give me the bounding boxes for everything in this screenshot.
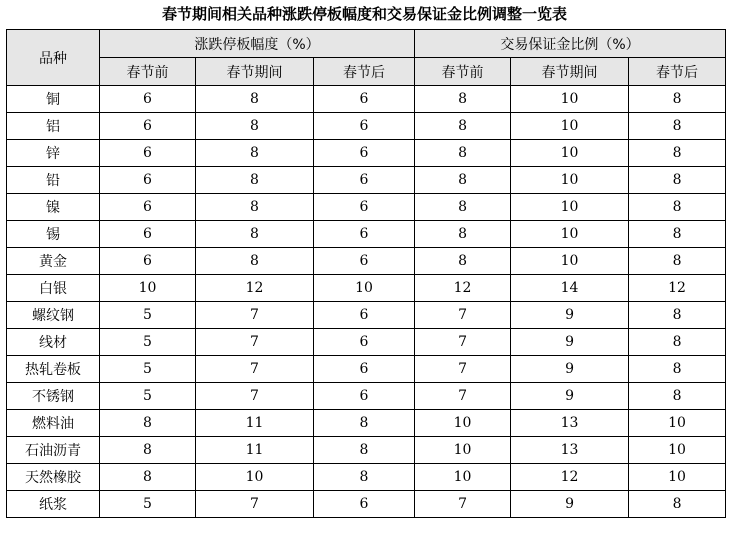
value-cell: 9 bbox=[511, 356, 629, 383]
table-row bbox=[7, 275, 726, 302]
value-cell: 8 bbox=[415, 86, 511, 113]
value-cell: 5 bbox=[100, 329, 196, 356]
value-cell: 9 bbox=[511, 329, 629, 356]
value-cell: 8 bbox=[629, 329, 726, 356]
value-cell: 7 bbox=[196, 329, 314, 356]
header-product: 品种 bbox=[7, 30, 100, 86]
product-name-cell: 燃料油 bbox=[7, 410, 100, 437]
value-cell: 8 bbox=[100, 437, 196, 464]
header-margin-ratio: 交易保证金比例（%） bbox=[415, 30, 726, 58]
table-row bbox=[7, 86, 726, 113]
table-row bbox=[7, 194, 726, 221]
value-cell: 6 bbox=[100, 248, 196, 275]
header-limit-range: 涨跌停板幅度（%） bbox=[100, 30, 415, 58]
value-cell: 7 bbox=[415, 491, 511, 518]
product-name-cell: 锌 bbox=[7, 140, 100, 167]
value-cell: 8 bbox=[629, 140, 726, 167]
value-cell: 11 bbox=[196, 437, 314, 464]
value-cell: 6 bbox=[314, 329, 415, 356]
table-row bbox=[7, 356, 726, 383]
product-name-cell: 黄金 bbox=[7, 248, 100, 275]
value-cell: 8 bbox=[100, 410, 196, 437]
adjustment-table bbox=[6, 29, 726, 518]
value-cell: 7 bbox=[196, 302, 314, 329]
table-row bbox=[7, 437, 726, 464]
value-cell: 12 bbox=[511, 464, 629, 491]
value-cell: 6 bbox=[100, 113, 196, 140]
value-cell: 8 bbox=[629, 248, 726, 275]
value-cell: 8 bbox=[196, 248, 314, 275]
product-name-cell: 热轧卷板 bbox=[7, 356, 100, 383]
value-cell: 10 bbox=[511, 194, 629, 221]
value-cell: 6 bbox=[314, 113, 415, 140]
value-cell: 8 bbox=[196, 167, 314, 194]
value-cell: 7 bbox=[415, 302, 511, 329]
value-cell: 10 bbox=[629, 464, 726, 491]
value-cell: 6 bbox=[100, 194, 196, 221]
value-cell: 10 bbox=[415, 464, 511, 491]
value-cell: 8 bbox=[629, 356, 726, 383]
product-name-cell: 螺纹钢 bbox=[7, 302, 100, 329]
value-cell: 6 bbox=[314, 140, 415, 167]
table-row bbox=[7, 140, 726, 167]
value-cell: 10 bbox=[511, 86, 629, 113]
value-cell: 5 bbox=[100, 302, 196, 329]
product-name-cell: 白银 bbox=[7, 275, 100, 302]
product-name-cell: 线材 bbox=[7, 329, 100, 356]
table-row bbox=[7, 248, 726, 275]
value-cell: 8 bbox=[100, 464, 196, 491]
value-cell: 12 bbox=[196, 275, 314, 302]
product-name-cell: 铅 bbox=[7, 167, 100, 194]
page-title: 春节期间相关品种涨跌停板幅度和交易保证金比例调整一览表 bbox=[161, 5, 567, 23]
value-cell: 8 bbox=[196, 113, 314, 140]
value-cell: 6 bbox=[314, 356, 415, 383]
header-limit-before: 春节前 bbox=[100, 58, 196, 86]
value-cell: 8 bbox=[314, 410, 415, 437]
value-cell: 6 bbox=[314, 221, 415, 248]
value-cell: 8 bbox=[415, 113, 511, 140]
value-cell: 10 bbox=[100, 275, 196, 302]
value-cell: 6 bbox=[314, 383, 415, 410]
value-cell: 8 bbox=[415, 221, 511, 248]
product-name-cell: 镍 bbox=[7, 194, 100, 221]
table-row bbox=[7, 221, 726, 248]
product-name-cell: 锡 bbox=[7, 221, 100, 248]
value-cell: 7 bbox=[415, 356, 511, 383]
value-cell: 8 bbox=[314, 437, 415, 464]
value-cell: 8 bbox=[415, 167, 511, 194]
table-body bbox=[7, 86, 726, 518]
value-cell: 8 bbox=[629, 302, 726, 329]
header-limit-after: 春节后 bbox=[314, 58, 415, 86]
product-name-cell: 石油沥青 bbox=[7, 437, 100, 464]
value-cell: 8 bbox=[196, 194, 314, 221]
table-row bbox=[7, 464, 726, 491]
product-name-cell: 天然橡胶 bbox=[7, 464, 100, 491]
value-cell: 14 bbox=[511, 275, 629, 302]
value-cell: 6 bbox=[100, 140, 196, 167]
value-cell: 7 bbox=[196, 356, 314, 383]
value-cell: 7 bbox=[415, 329, 511, 356]
value-cell: 10 bbox=[629, 410, 726, 437]
value-cell: 8 bbox=[629, 221, 726, 248]
value-cell: 6 bbox=[314, 302, 415, 329]
value-cell: 6 bbox=[314, 167, 415, 194]
value-cell: 7 bbox=[196, 383, 314, 410]
table-row bbox=[7, 491, 726, 518]
value-cell: 10 bbox=[415, 410, 511, 437]
value-cell: 10 bbox=[314, 275, 415, 302]
header-margin-during: 春节期间 bbox=[511, 58, 629, 86]
value-cell: 9 bbox=[511, 302, 629, 329]
product-name-cell: 不锈钢 bbox=[7, 383, 100, 410]
table-row bbox=[7, 113, 726, 140]
value-cell: 8 bbox=[196, 140, 314, 167]
value-cell: 6 bbox=[314, 248, 415, 275]
value-cell: 13 bbox=[511, 437, 629, 464]
value-cell: 11 bbox=[196, 410, 314, 437]
value-cell: 6 bbox=[100, 167, 196, 194]
value-cell: 6 bbox=[314, 194, 415, 221]
value-cell: 6 bbox=[314, 491, 415, 518]
value-cell: 5 bbox=[100, 356, 196, 383]
product-name-cell: 铜 bbox=[7, 86, 100, 113]
value-cell: 8 bbox=[415, 140, 511, 167]
value-cell: 12 bbox=[629, 275, 726, 302]
value-cell: 10 bbox=[415, 437, 511, 464]
value-cell: 9 bbox=[511, 491, 629, 518]
value-cell: 6 bbox=[314, 86, 415, 113]
value-cell: 6 bbox=[100, 86, 196, 113]
value-cell: 8 bbox=[196, 86, 314, 113]
value-cell: 8 bbox=[629, 383, 726, 410]
table-row bbox=[7, 329, 726, 356]
header-margin-before: 春节前 bbox=[415, 58, 511, 86]
value-cell: 5 bbox=[100, 491, 196, 518]
value-cell: 8 bbox=[415, 248, 511, 275]
value-cell: 13 bbox=[511, 410, 629, 437]
header-limit-during: 春节期间 bbox=[196, 58, 314, 86]
table-row bbox=[7, 383, 726, 410]
value-cell: 8 bbox=[629, 86, 726, 113]
value-cell: 7 bbox=[415, 383, 511, 410]
value-cell: 9 bbox=[511, 383, 629, 410]
header-margin-after: 春节后 bbox=[629, 58, 726, 86]
table-row bbox=[7, 302, 726, 329]
value-cell: 10 bbox=[511, 140, 629, 167]
product-name-cell: 纸浆 bbox=[7, 491, 100, 518]
value-cell: 8 bbox=[629, 194, 726, 221]
product-name-cell: 铝 bbox=[7, 113, 100, 140]
value-cell: 8 bbox=[629, 113, 726, 140]
value-cell: 8 bbox=[314, 464, 415, 491]
value-cell: 10 bbox=[511, 167, 629, 194]
value-cell: 10 bbox=[629, 437, 726, 464]
value-cell: 10 bbox=[511, 248, 629, 275]
table-row bbox=[7, 410, 726, 437]
value-cell: 7 bbox=[196, 491, 314, 518]
value-cell: 10 bbox=[511, 113, 629, 140]
value-cell: 10 bbox=[196, 464, 314, 491]
value-cell: 8 bbox=[629, 491, 726, 518]
table-header bbox=[7, 30, 726, 86]
value-cell: 12 bbox=[415, 275, 511, 302]
value-cell: 8 bbox=[415, 194, 511, 221]
value-cell: 6 bbox=[100, 221, 196, 248]
value-cell: 10 bbox=[511, 221, 629, 248]
value-cell: 8 bbox=[629, 167, 726, 194]
value-cell: 5 bbox=[100, 383, 196, 410]
value-cell: 8 bbox=[196, 221, 314, 248]
table-row bbox=[7, 167, 726, 194]
